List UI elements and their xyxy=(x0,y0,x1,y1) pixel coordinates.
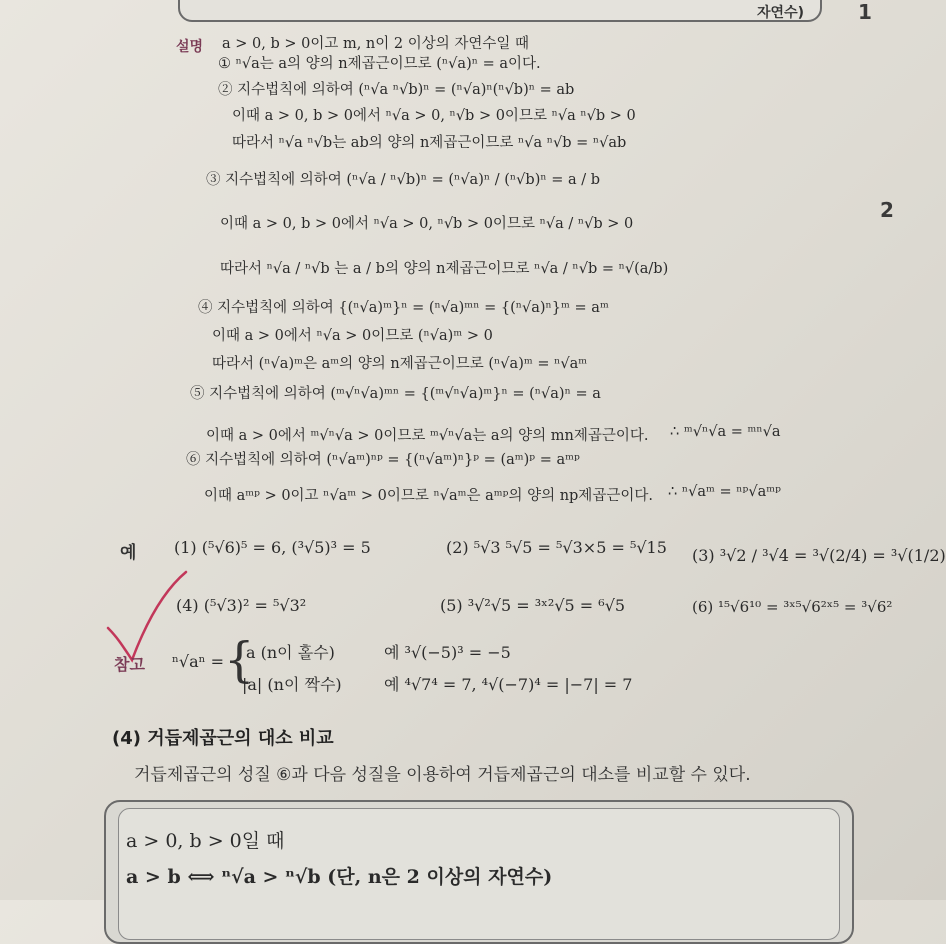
proof-line-13: ⑥ 지수법칙에 의하여 (ⁿ√aᵐ)ⁿᵖ = {(ⁿ√aᵐ)ⁿ}ᵖ = (aᵐ)ᵖ = aᵐᵖ xyxy=(186,452,580,468)
proof-line-14-therefore: ∴ ⁿ√aᵐ = ⁿᵖ√aᵐᵖ xyxy=(668,484,781,500)
proof-line-7: 따라서 ⁿ√a / ⁿ√b 는 a / b의 양의 n제곱근이므로 ⁿ√a / ⁿ√b = ⁿ√(a/b) xyxy=(220,261,669,277)
proof-line-1: ① ⁿ√a는 a의 양의 n제곱근이므로 (ⁿ√a)ⁿ = a이다. xyxy=(218,56,541,72)
page-number-2: 2 xyxy=(880,198,894,222)
proof-line-3: 이때 a > 0, b > 0에서 ⁿ√a > 0, ⁿ√b > 0이므로 ⁿ√a ⁿ√b > 0 xyxy=(232,108,636,124)
property-rule: a > b ⟺ ⁿ√a > ⁿ√b (단, n은 2 이상의 자연수) xyxy=(126,866,553,888)
proof-label: 설명 xyxy=(176,39,204,55)
proof-line-12: 이때 a > 0에서 ᵐ√ⁿ√a > 0이므로 ᵐ√ⁿ√a는 a의 양의 mn제곱근이다. xyxy=(206,428,649,444)
note-case-odd: a (n이 홀수) xyxy=(246,643,335,662)
property-condition: a > 0, b > 0일 때 xyxy=(126,830,285,852)
example-1: (1) (⁵√6)⁵ = 6, (³√5)³ = 5 xyxy=(174,538,371,557)
proof-line-12-therefore: ∴ ᵐ√ⁿ√a = ᵐⁿ√a xyxy=(670,424,781,440)
proof-line-4: 따라서 ⁿ√a ⁿ√b는 ab의 양의 n제곱근이므로 ⁿ√a ⁿ√b = ⁿ√ab xyxy=(232,135,627,151)
examples-label: 예 xyxy=(120,543,137,563)
note-brace: { xyxy=(224,632,255,688)
proof-line-14: 이때 aᵐᵖ > 0이고 ⁿ√aᵐ > 0이므로 ⁿ√aᵐ은 aᵐᵖ의 양의 np제곱근이다. xyxy=(204,488,653,504)
example-6: (6) ¹⁵√6¹⁰ = ³ˣ⁵√6²ˣ⁵ = ³√6² xyxy=(692,598,893,616)
page-number-1: 1 xyxy=(858,0,872,24)
proof-line-2: ② 지수법칙에 의하여 (ⁿ√a ⁿ√b)ⁿ = (ⁿ√a)ⁿ(ⁿ√b)ⁿ = ab xyxy=(218,82,575,98)
proof-line-10: 따라서 (ⁿ√a)ᵐ은 aᵐ의 양의 n제곱근이므로 (ⁿ√a)ᵐ = ⁿ√aᵐ xyxy=(212,356,588,372)
proof-line-11: ⑤ 지수법칙에 의하여 (ᵐ√ⁿ√a)ᵐⁿ = {(ᵐ√ⁿ√a)ᵐ}ⁿ = (ⁿ√a)ⁿ = a xyxy=(190,386,601,402)
example-2: (2) ⁵√3 ⁵√5 = ⁵√3×5 = ⁵√15 xyxy=(446,538,667,557)
header-box-text: 자연수) xyxy=(757,5,804,21)
note-lhs: ⁿ√aⁿ = xyxy=(172,652,225,671)
section-body: 거듭제곱근의 성질 ⑥과 다음 성질을 이용하여 거듭제곱근의 대소를 비교할 수 있다. xyxy=(134,765,751,785)
proof-line-6: 이때 a > 0, b > 0에서 ⁿ√a > 0, ⁿ√b > 0이므로 ⁿ√a / ⁿ√b > 0 xyxy=(220,216,634,232)
note-example-odd: 예 ³√(−5)³ = −5 xyxy=(384,643,511,662)
proof-line-9: 이때 a > 0에서 ⁿ√a > 0이므로 (ⁿ√a)ᵐ > 0 xyxy=(212,328,493,344)
section-title: (4) 거듭제곱근의 대소 비교 xyxy=(112,728,334,749)
note-example-even: 예 ⁴√7⁴ = 7, ⁴√(−7)⁴ = |−7| = 7 xyxy=(384,675,633,694)
note-label: 참고 xyxy=(114,655,145,674)
header-box xyxy=(178,0,822,22)
note-case-even: |a| (n이 짝수) xyxy=(242,675,342,694)
example-3: (3) ³√2 / ³√4 = ³√(2/4) = ³√(1/2) xyxy=(692,546,946,565)
proof-line-8: ④ 지수법칙에 의하여 {(ⁿ√a)ᵐ}ⁿ = (ⁿ√a)ᵐⁿ = {(ⁿ√a)ⁿ}ᵐ = aᵐ xyxy=(198,300,609,316)
proof-premise: a > 0, b > 0이고 m, n이 2 이상의 자연수일 때 xyxy=(222,36,529,52)
example-5: (5) ³√²√5 = ³ˣ²√5 = ⁶√5 xyxy=(440,596,626,615)
example-4: (4) (⁵√3)² = ⁵√3² xyxy=(176,596,307,615)
proof-line-5: ③ 지수법칙에 의하여 (ⁿ√a / ⁿ√b)ⁿ = (ⁿ√a)ⁿ / (ⁿ√b)ⁿ = a / b xyxy=(206,172,601,188)
